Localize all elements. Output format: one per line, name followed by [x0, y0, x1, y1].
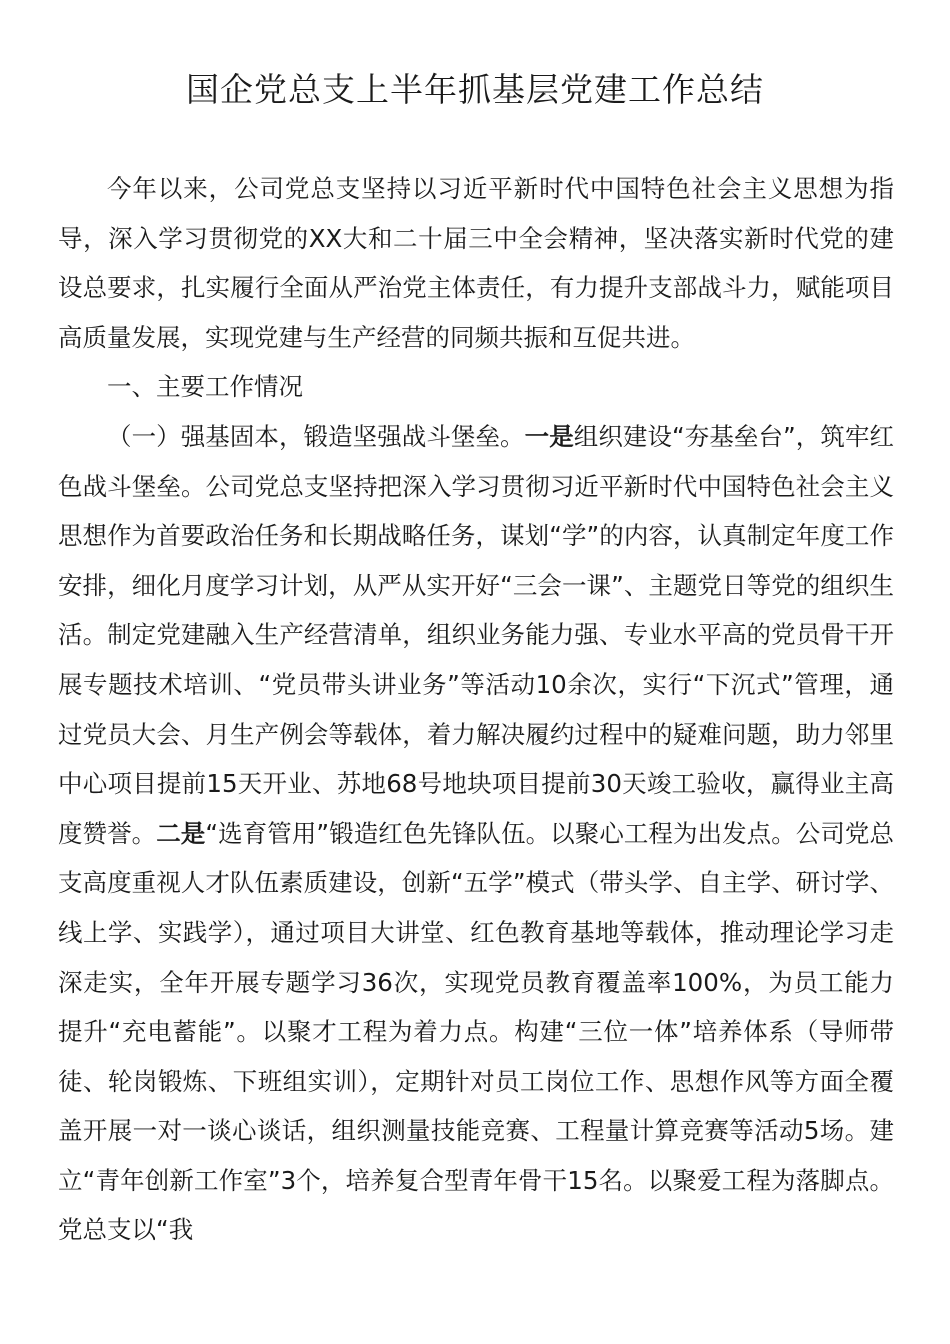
section-heading: 一、主要工作情况	[107, 372, 303, 402]
point-marker-2: 二是	[156, 818, 206, 848]
point-marker-1: 一是	[524, 421, 574, 451]
document-title: 国企党总支上半年抓基层党建工作总结	[186, 70, 764, 109]
intro-paragraph: 今年以来，公司党总支坚持以习近平新时代中国特色社会主义思想为指导，深入学习贯彻党的XX大和二十届三中全会精神，坚决落实新时代党的建设总要求，扎实履行全面从严治党主体责任，有力提升支部战斗力，赋能项目高质量发展，实现党建与生产经营的同频共振和互促共进。	[58, 174, 894, 352]
subsection-lead: （一）强基固本，锻造坚强战斗堡垒。	[107, 421, 525, 451]
subsection-paragraph	[58, 412, 894, 1255]
document-body	[58, 164, 894, 1255]
point-text-1: 组织建设“夯基垒台”，筑牢红色战斗堡垒。公司党总支坚持把深入学习贯彻习近平新时代中国特色社会主义思想作为首要政治任务和长期战略任务，谋划“学”的内容，认真制定年度工作安排，细化月度学习计划，从严从实开好“三会一课”、主题党日等党的组织生活。制定党建融入生产经营清单，组织业务能力强、专业水平高的党员骨干开展专题技术培训、“党员带头讲业务”等活动10余次，实行“下沉式”管理，通过党员大会、月生产例会等载体，着力解决履约过程中的疑难问题，助力邻里中心项目提前15天开业、苏地68号地块项目提前30天竣工验收，赢得业主高度赞誉。	[58, 421, 895, 848]
point-text-2: “选育管用”锻造红色先锋队伍。以聚心工程为出发点。公司党总支高度重视人才队伍素质建设，创新“五学”模式（带头学、自主学、研讨学、线上学、实践学），通过项目大讲堂、红色教育基地等载体，推动理论学习走深走实，全年开展专题学习36次，实现党员教育覆盖率100%，为员工能力提升“充电蓄能”。以聚才工程为着力点。构建“三位一体”培养体系（导师带徒、轮岗锻炼、下班组实训），定期针对员工岗位工作、思想作风等方面全覆盖开展一对一谈心谈话，组织测量技能竞赛、工程量计算竞赛等活动5场。建立“青年创新工作室”3个，培养复合型青年骨干15名。以聚爱工程为落脚点。党总支以“我	[58, 818, 894, 1245]
